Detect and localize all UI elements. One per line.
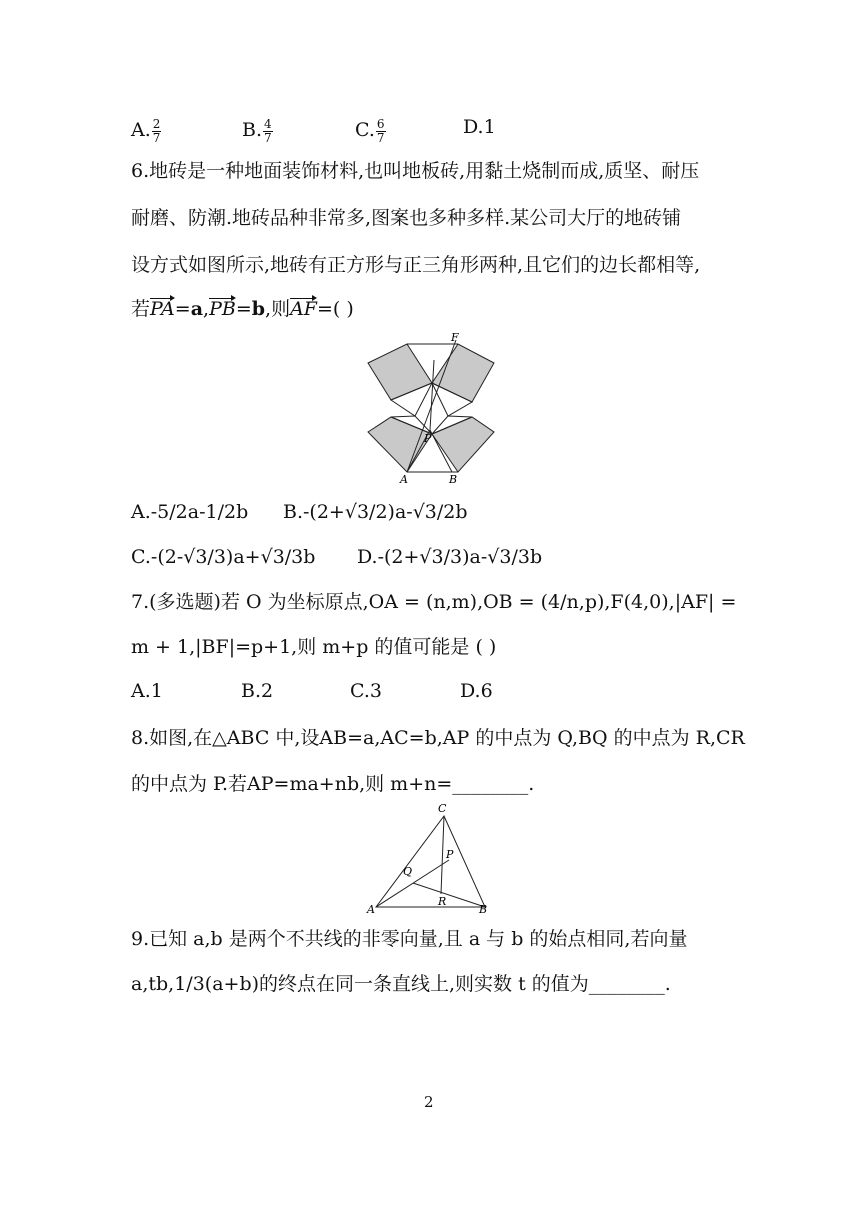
q7-line-1: 7.(多选题)若 O 为坐标原点,OA = (n,m),OB = (4/n,p),F(4,0),|AF| = [131,591,737,613]
label-b: B [449,473,458,485]
q6-line-1: 6.地砖是一种地面装饰材料,也叫地板砖,用黏土烧制而成,质坚、耐压 [131,160,700,182]
q5-option-d: D.1 [463,116,496,138]
q6-option-d: D.-(2+√3/3)a-√3/3b [357,546,543,568]
vector-pa: PA [150,298,175,320]
vector-af: AF [290,298,317,320]
label-q: Q [403,865,413,878]
q7-option-d: D.6 [460,680,493,702]
q7-option-a: A.1 [131,680,163,702]
label-f: F [451,331,459,344]
fraction: $\frac{2}{7}$ [152,117,161,145]
label-a: A [400,473,408,485]
q5-option-a: A. $\frac{2}{7}$ [131,117,161,145]
label-b: B [479,903,488,916]
q5-option-b: B. $\frac{4}{7}$ [242,117,272,145]
q6-line-2: 耐磨、防潮.地砖品种非常多,图案也多种多样.某公司大厅的地砖铺 [131,207,682,229]
q7-line-2: m + 1,|BF|=p+1,则 m+p 的值可能是 ( ) [131,636,497,658]
q6-option-c: C.-(2-√3/3)a+√3/3b [131,546,316,568]
q9-line-2: a,tb,1/3(a+b)的终点在同一条直线上,则实数 t 的值为________. [131,973,671,995]
q6-line-4: 若PA=a,PB=b,则AF=( ) [131,298,354,320]
label-c: C [438,802,447,815]
vector-pb: PB [209,298,236,320]
page-number: 2 [424,1093,434,1111]
q8-line-1: 8.如图,在△ABC 中,设AB=a,AC=b,AP 的中点为 Q,BQ 的中点为 R,CR [131,727,745,749]
label-r: R [438,895,447,908]
label-p: P [446,848,454,861]
triangle-figure [366,800,496,918]
q7-option-b: B.2 [241,680,274,702]
q7-option-c: C.3 [350,680,382,702]
label-a: A [367,903,375,916]
q6-line-3: 设方式如图所示,地砖有正方形与正三角形两种,且它们的边长都相等, [131,254,701,276]
q6-option-a: A.-5/2a-1/2b [131,501,249,523]
q9-line-1: 9.已知 a,b 是两个不共线的非零向量,且 a 与 b 的始点相同,若向量 [131,928,688,950]
fraction: $\frac{6}{7}$ [376,117,385,145]
tile-pattern-figure [360,330,500,485]
q8-line-2: 的中点为 P.若AP=ma+nb,则 m+n=________. [131,773,535,795]
label-p: P [424,432,432,445]
fraction: $\frac{4}{7}$ [264,117,272,145]
q5-option-c: C. $\frac{6}{7}$ [355,117,385,145]
q6-option-b: B.-(2+√3/2)a-√3/2b [283,501,468,523]
